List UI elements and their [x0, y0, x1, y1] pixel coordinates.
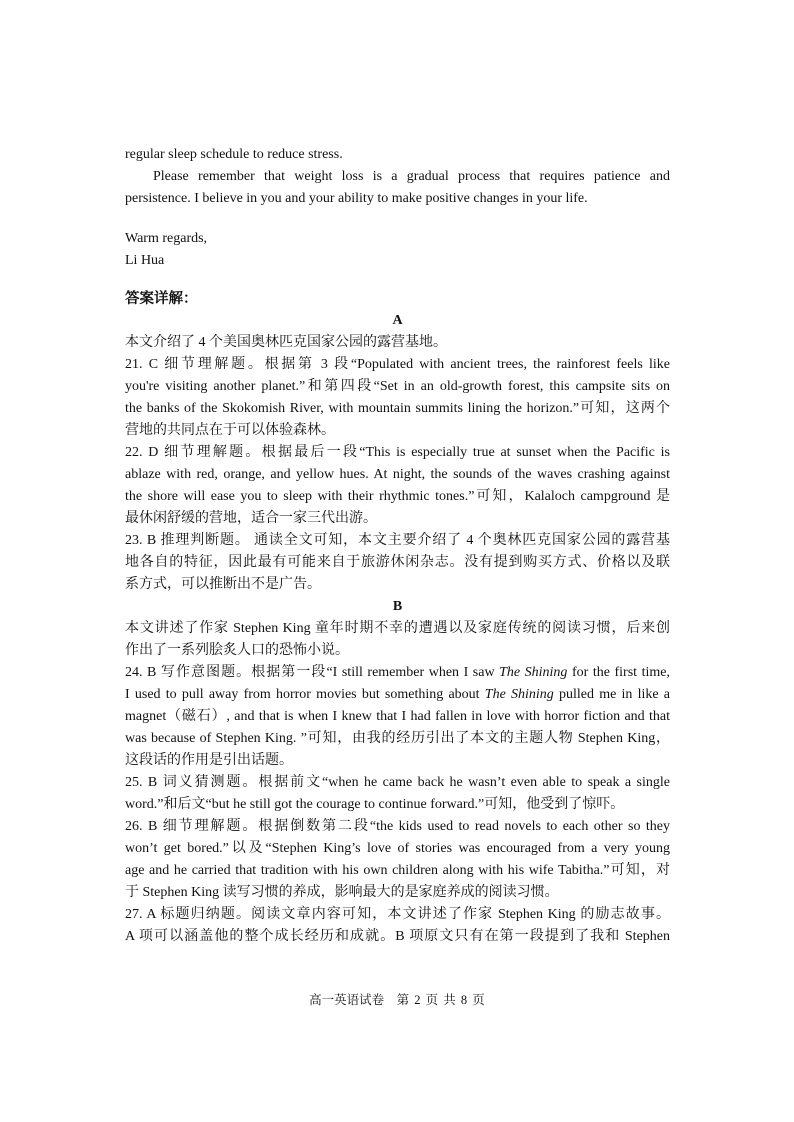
answer-text: 24. B 写作意图题。根据第一段“I still remember when I saw — [125, 665, 500, 680]
letter-closing — [125, 228, 670, 272]
answer-line: 最休闲舒缓的营地，适合一家三代出游。 — [125, 511, 377, 526]
answer-line: was because of Stephen King. ”可知，由我的经历引出了本文的主题人物 Stephen King， — [125, 731, 670, 746]
answer-line — [125, 662, 670, 684]
section-b — [125, 596, 670, 948]
answer-line: 25. B 词义猜测题。根据前文“when he came back he wasn’t even able to speak a single — [125, 775, 670, 790]
section-label: B — [392, 599, 403, 614]
answer-text: pulled me in like a — [553, 687, 671, 702]
answer-line: the shore will ease you to sleep with their rhythmic tones.”可知，Kalaloch campground 是 — [125, 489, 670, 504]
section-label: A — [392, 313, 403, 328]
answer-line: 于 Stephen King 读写习惯的养成，影响最大的是家庭养成的阅读习惯。 — [125, 885, 559, 900]
answer-line: the banks of the Skokomish River, with mountain summits lining the horizon.”可知，这两个 — [125, 401, 670, 416]
book-title: The Shining — [484, 687, 554, 702]
letter-line: regular sleep schedule to reduce stress. — [125, 147, 343, 162]
letter-line: persistence. I believe in you and your ability to make positive changes in your life. — [125, 191, 588, 206]
answer-line — [125, 684, 670, 706]
answers-heading-block — [125, 288, 670, 310]
section-intro: 作出了一系列脍炙人口的恐怖小说。 — [125, 643, 349, 658]
answer-line: magnet（磁石）, and that is when I knew that I had fallen in love with horror fiction and that — [125, 709, 670, 724]
letter-line: Please remember that weight loss is a gradual process that requires patience and — [153, 169, 670, 184]
answer-line: 27. A 标题归纳题。阅读文章内容可知，本文讲述了作家 Stephen King 的励志故事。 — [125, 907, 670, 922]
answer-line: age and he carried that tradition with his own children along with his wife Tabitha.”可知，对 — [125, 863, 670, 878]
signature: Li Hua — [125, 253, 165, 268]
answer-text: for the first time, — [567, 665, 670, 680]
section-intro: 本文讲述了作家 Stephen King 童年时期不幸的遭遇以及家庭传统的阅读习惯，后来创 — [125, 621, 670, 636]
answer-line: 系方式，可以推断出不是广告。 — [125, 577, 321, 592]
answer-line: word.”和后文“but he still got the courage to continue forward.”可知，他受到了惊吓。 — [125, 797, 625, 812]
book-title: The Shining — [499, 665, 568, 680]
answer-line: ablaze with red, orange, and yellow hues. At night, the sounds of the waves crashing against — [125, 467, 670, 482]
answer-line: won’t get bored.”以及“Stephen King’s love of stories was encouraged from a very young — [125, 841, 670, 856]
answer-line: 23. B 推理判断题。 通读全文可知，本文主要介绍了 4 个奥林匹克国家公园的露营基 — [125, 533, 670, 548]
answer-line: 22. D 细节理解题。根据最后一段“This is especially true at sunset when the Pacific is — [125, 445, 670, 460]
answer-text: I used to pull away from horror movies but something about — [125, 687, 485, 702]
answers-heading: 答案详解： — [125, 291, 198, 307]
answer-line: 营地的共同点在于可以体验森林。 — [125, 423, 335, 438]
section-intro: 本文介绍了 4 个美国奥林匹克国家公园的露营基地。 — [125, 335, 447, 350]
section-a — [125, 310, 670, 596]
letter-ending — [125, 144, 670, 210]
page-footer: 高一英语试卷 第 2 页 共 8 页 — [309, 993, 485, 1007]
answer-line: A 项可以涵盖他的整个成长经历和成就。B 项原文只有在第一段提到了我和 Stephen — [125, 929, 670, 944]
closing-text: Warm regards, — [125, 231, 208, 246]
answer-line: 这段话的作用是引出话题。 — [125, 753, 293, 768]
answer-line: 地各自的特征，因此最有可能来自于旅游休闲杂志。没有提到购买方式、价格以及联 — [125, 555, 670, 570]
answer-line: you're visiting another planet.”和第四段“Set in an old-growth forest, this campsite sits on — [125, 379, 670, 394]
answer-line: 21. C 细节理解题。根据第 3 段“Populated with ancient trees, the rainforest feels like — [125, 357, 670, 372]
answer-line: 26. B 细节理解题。根据倒数第二段“the kids used to read novels to each other so they — [125, 819, 670, 834]
